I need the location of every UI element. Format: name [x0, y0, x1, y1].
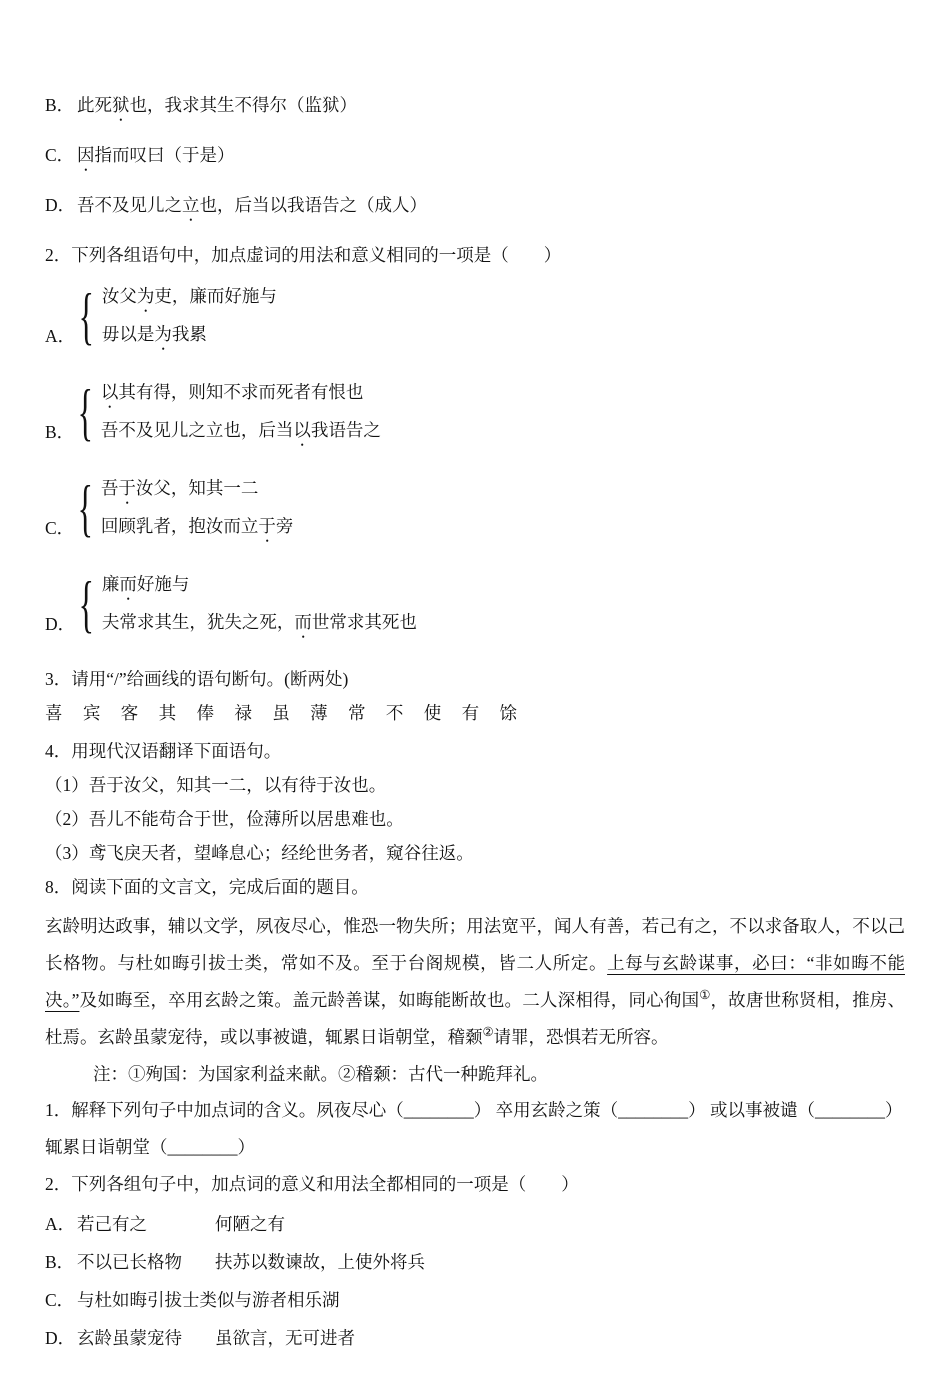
sub2-option-d [45, 1321, 905, 1355]
option-text [77, 95, 357, 115]
option-label: B． [45, 1252, 75, 1272]
text-segment: 也，后当以我语告之（成人） [199, 195, 427, 215]
sub2-option-a [45, 1207, 905, 1241]
brace-glyph: { [77, 472, 94, 544]
option-label: D． [45, 1328, 76, 1348]
option-group-d [45, 566, 905, 642]
pair-line-1 [101, 374, 381, 412]
option-left-phrase: 与杜如晦引拔士类 [77, 1290, 217, 1310]
pair-line-1 [101, 470, 294, 508]
text-segment: 吾 [100, 478, 119, 498]
option-text [77, 195, 427, 215]
text-segment-dot: 而 [294, 612, 312, 632]
option-row-b [45, 88, 905, 125]
option-group-a [45, 278, 905, 354]
text-segment-dot: 于 [118, 478, 136, 498]
text-segment-underline: 上每与玄龄谋事，必曰：“非如晦不能决。” [45, 953, 905, 1010]
text-segment: 旁 [275, 516, 294, 536]
option-label: C． [45, 1290, 75, 1310]
text-segment-sup: ② [482, 1025, 494, 1040]
text-segment-dot: 于 [258, 516, 276, 536]
text-segment: 吾不及见儿之立也，后当 [100, 420, 294, 440]
question-8-stem: 8．阅读下面的文言文，完成后面的题目。 [45, 877, 369, 897]
text-segment: 汝父 [101, 286, 137, 306]
text-segment: 请罪，恐惧若无所容。 [493, 1027, 669, 1047]
question-2-stem: 2．下列各组语句中，加点虚词的用法和意义相同的一项是（ ） [45, 245, 562, 265]
brace-glyph: { [77, 376, 94, 448]
option-label: C． [45, 518, 75, 538]
pair-line-2 [102, 604, 417, 642]
text-segment: 汝父，知其一二 [135, 478, 259, 498]
text-segment: ，故唐世称贤相，推房、杜焉。玄龄虽蒙宠待，或以事被谴，辄累日诣朝堂，稽颡 [45, 990, 906, 1047]
punctuation-sentence: 喜 宾 客 其 俸 禄 虽 薄 常 不 使 有 馀 [45, 703, 525, 723]
text-segment: 我累 [171, 324, 207, 344]
option-pair [101, 374, 381, 450]
option-left-phrase: 若己有之 [77, 1214, 147, 1234]
text-segment-dot: 为 [136, 286, 155, 306]
option-row-d [45, 188, 905, 225]
translation-item-1: （1）吾于汝父，知其一二，以有待于汝也。 [45, 775, 387, 795]
pair-line-2 [102, 316, 277, 354]
text-segment: 其有得，则知不求而死者有恨也 [118, 382, 364, 402]
question-3-stem: 3．请用“/”给画线的语句断句。(断两处) [45, 669, 349, 689]
sub2-option-c [45, 1283, 905, 1317]
option-right-phrase: 虽欲言，无可进者 [215, 1328, 355, 1348]
text-segment: 也，我求其生不得尔（监狱） [129, 95, 357, 115]
text-segment: 毋以是 [101, 324, 155, 344]
question-4-stem: 4．用现代汉语翻译下面语句。 [45, 741, 282, 761]
option-text [77, 145, 235, 165]
text-segment: 吾不及见儿之 [77, 195, 182, 215]
sub2-option-b [45, 1245, 905, 1279]
text-segment-sup: ① [699, 988, 711, 1003]
text-segment: 夫常求其生，犹失之死， [101, 612, 295, 632]
text-segment-dot: 狱 [112, 95, 130, 115]
text-segment-dot: 因 [77, 145, 95, 165]
option-row-c [45, 138, 905, 175]
option-group-c [45, 470, 905, 546]
pair-line-1 [102, 278, 277, 316]
text-segment: 回顾乳者，抱汝而立 [100, 516, 259, 536]
text-segment: 廉 [101, 574, 120, 594]
pair-line-2 [101, 508, 294, 546]
pair-line-2 [101, 412, 381, 450]
option-label: A． [45, 326, 76, 346]
question-8-sub2-stem: 2．下列各组句子中，加点词的意义和用法全都相同的一项是（ ） [45, 1174, 579, 1194]
translation-item-3: （3）鸢飞戾天者，望峰息心；经纶世务者，窥谷往返。 [45, 843, 474, 863]
text-segment-dot: 为 [154, 324, 172, 344]
text-segment-dot: 以 [293, 420, 311, 440]
option-label: D． [45, 195, 76, 215]
question-8-sub1: 1．解释下列句子中加点词的含义。夙夜尽心（________） 卒用玄龄之策（________） 或以事被谴（________） 辄累日诣朝堂（________） [45, 1100, 907, 1157]
passage-note: 注：①殉国：为国家利益来献。②稽颡：古代一种跪拜礼。 [93, 1064, 548, 1084]
text-segment: 及如晦至，卒用玄龄之策。盖元龄善谋，如晦能断故也。二人深相得，同心徇国 [79, 990, 700, 1010]
text-segment-dot: 立 [182, 195, 200, 215]
option-label: B． [45, 422, 75, 442]
option-left-phrase: 玄龄虽蒙宠待 [77, 1328, 182, 1348]
text-segment: 吏，廉而好施与 [154, 286, 277, 306]
text-segment: 好施与 [136, 574, 190, 594]
option-right-phrase: 扶苏以数谏故，上使外将兵 [215, 1252, 425, 1272]
option-right-phrase: 似与游者相乐湖 [217, 1290, 340, 1310]
pair-line-1 [102, 566, 417, 604]
text-segment: 我语告之 [310, 420, 381, 440]
option-pair [102, 278, 277, 354]
option-group-b [45, 374, 905, 450]
brace-glyph: { [78, 280, 95, 352]
text-segment-dot: 以 [100, 382, 119, 402]
brace-glyph: { [78, 568, 95, 640]
option-right-phrase: 何陋之有 [215, 1214, 285, 1234]
option-label: C． [45, 145, 75, 165]
option-pair [101, 470, 294, 546]
option-label: A． [45, 1214, 76, 1234]
option-label: B． [45, 95, 75, 115]
option-pair [102, 566, 417, 642]
text-segment: 此死 [77, 95, 112, 115]
text-segment-dot: 而 [119, 574, 137, 594]
classical-passage [45, 908, 905, 1056]
text-segment: 世常求其死也 [311, 612, 417, 632]
text-segment: 玄龄明达政事，辅以文学，夙夜尽心，惟恐一物失所；用法宽平，闻人有善，若己有之，不以求备取人，不以己长格物。与杜如晦引拔士类，常如不及。至于台阁规模，皆二人所定。 [45, 916, 905, 973]
option-label: D． [45, 614, 76, 634]
text-segment: 指而叹曰（于是） [94, 145, 235, 165]
translation-item-2: （2）吾儿不能苟合于世，俭薄所以居患难也。 [45, 809, 404, 829]
option-left-phrase: 不以已长格物 [77, 1252, 182, 1272]
